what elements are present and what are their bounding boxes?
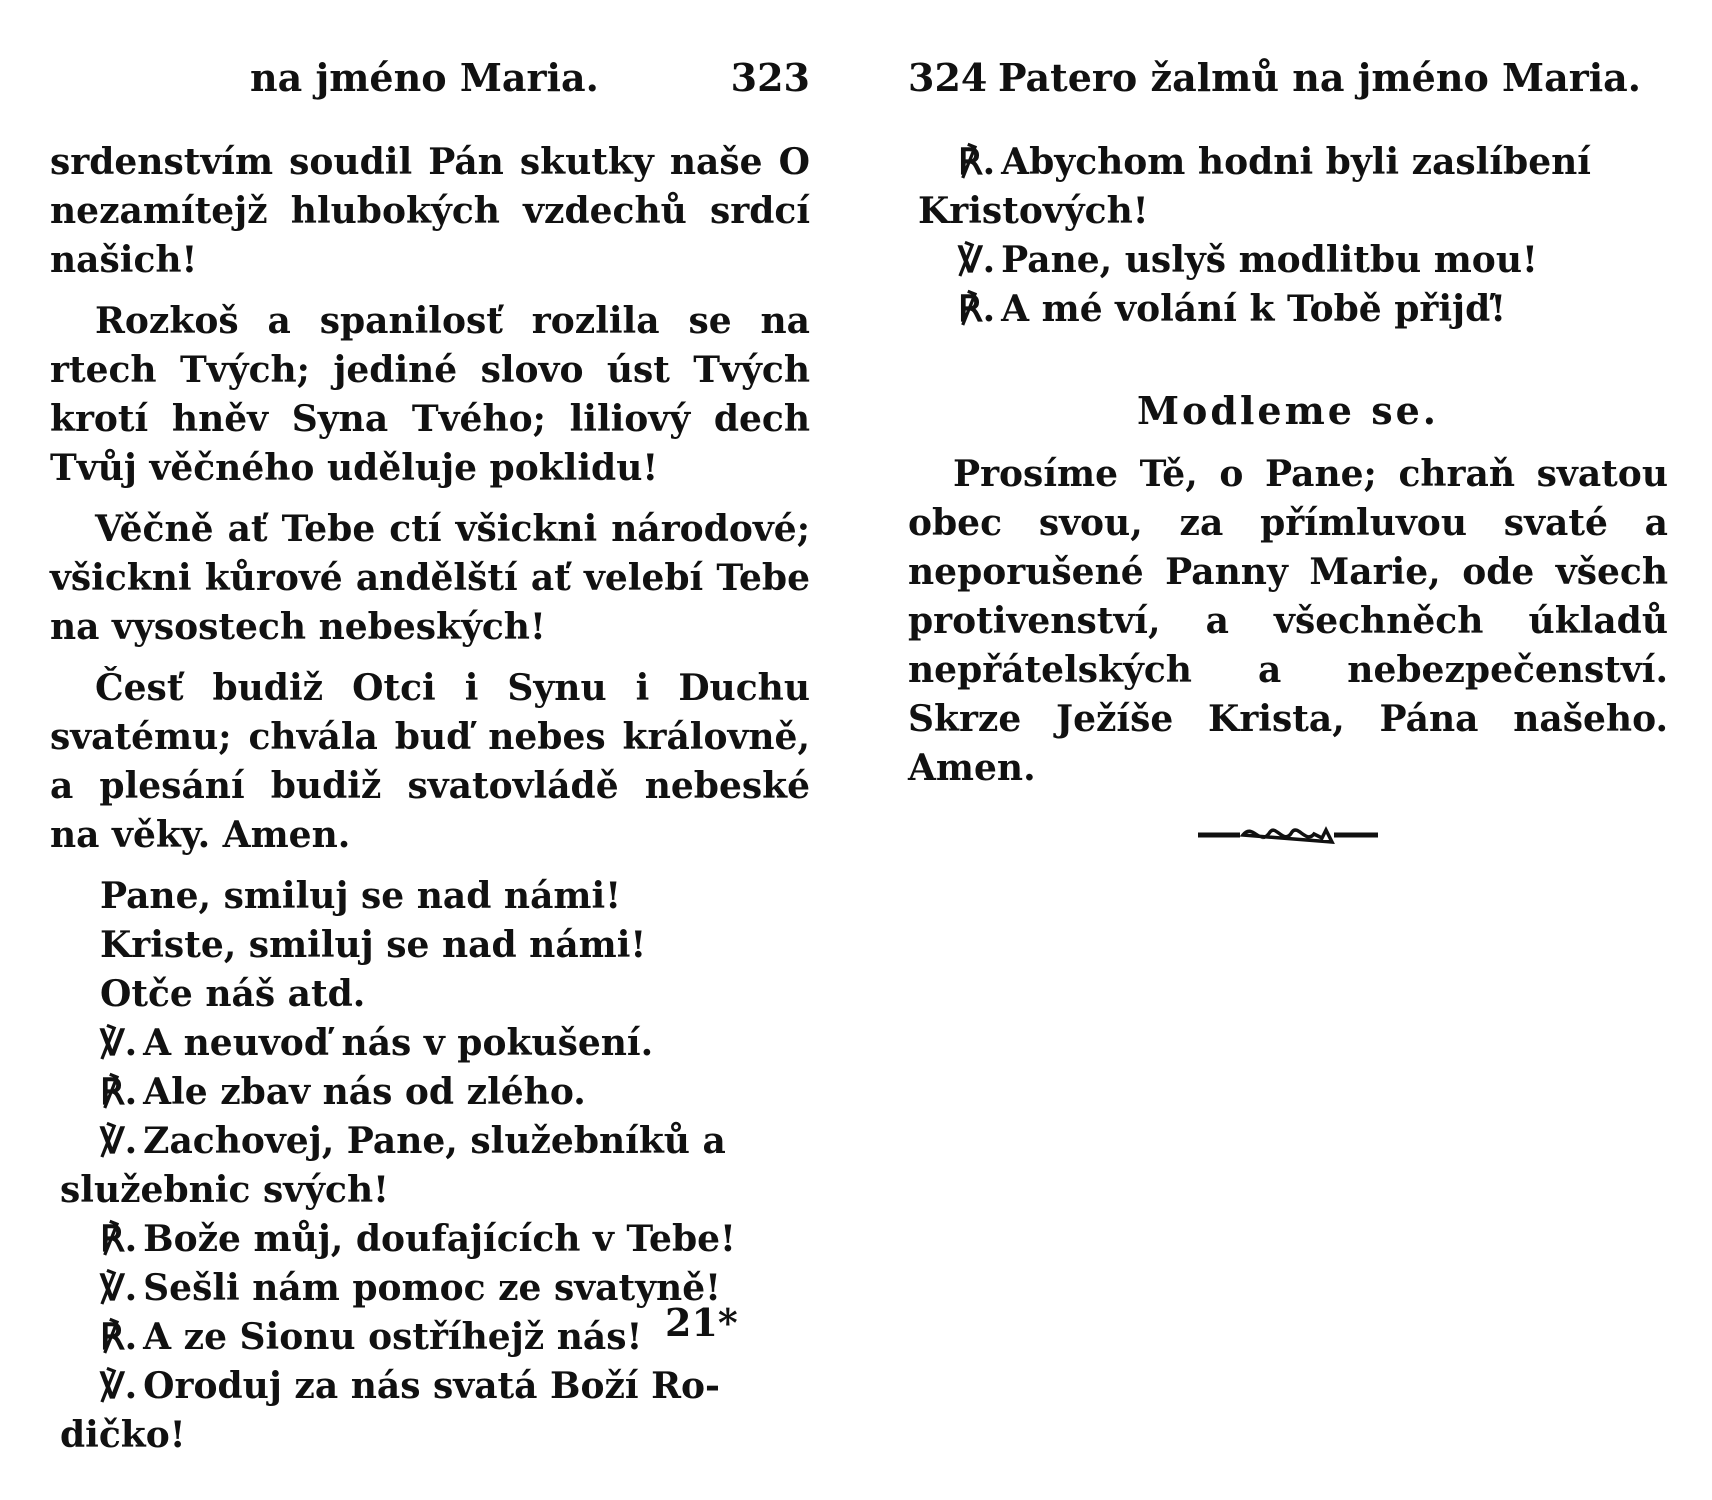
- versicle-text: Zachovej, Pane, služebníků a: [143, 1120, 726, 1162]
- versicle-line: [908, 236, 1668, 285]
- versicle-line: [50, 1019, 810, 1068]
- response-text: A mé volání k Tobě přijď!: [1001, 288, 1507, 330]
- response-line: [908, 138, 1668, 187]
- versicle-symbol: ℣.: [100, 1365, 138, 1407]
- right-page-number: 324: [908, 55, 988, 100]
- right-page-body: [908, 138, 1668, 805]
- versicle-text: služebnic svých!: [60, 1169, 389, 1211]
- response-symbol: ℟.: [958, 288, 996, 330]
- versicle-text: Pane, uslyš modlitbu mou!: [1001, 239, 1538, 281]
- left-page: [50, 0, 820, 1500]
- response-text: Bože můj, doufajících v Tebe!: [143, 1218, 736, 1260]
- left-running-title: na jméno Maria.: [250, 55, 599, 100]
- left-paragraph-1: srdenstvím soudil Pán skutky naše O nezamítejž hlubokých vzdechů srdcí našich!: [50, 141, 810, 281]
- christe-line: Kriste, smiluj se nad námi!: [100, 924, 647, 966]
- response-text: A ze Sionu ostříhejž nás!: [143, 1316, 643, 1358]
- response-symbol: ℟.: [100, 1071, 138, 1113]
- versicle-continuation: [50, 1411, 810, 1460]
- left-paragraph-4: Česť budiž Otci i Synu i Duchu svatému; chvála buď nebes královně, a plesání budiž svatovládě nebeské na věky. Amen.: [50, 667, 810, 856]
- response-text: Kristových!: [918, 190, 1149, 232]
- ornament-divider-icon: [1198, 820, 1378, 850]
- versicle-symbol: ℣.: [100, 1022, 138, 1064]
- left-paragraph-3: Věčně ať Tebe ctí všickni národové; všickni kůrové andělští ať velebí Tebe na vysostech nebeských!: [50, 508, 810, 648]
- right-page-header: [908, 48, 1678, 108]
- right-page: [908, 0, 1678, 1500]
- pater-noster-line: Otče náš atd.: [100, 973, 366, 1015]
- versicle-continuation: [50, 1166, 810, 1215]
- response-continuation: [908, 187, 1668, 236]
- response-text: Ale zbav nás od zlého.: [143, 1071, 586, 1113]
- versicle-text: Oroduj za nás svatá Boží Ro-: [143, 1365, 720, 1407]
- versicle-line: [50, 1362, 810, 1411]
- response-symbol: ℟.: [100, 1218, 138, 1260]
- versicle-text: Sešli nám pomoc ze svatyně!: [143, 1267, 721, 1309]
- response-line: [908, 285, 1668, 334]
- versicle-line: [50, 1117, 810, 1166]
- left-page-body: [50, 138, 810, 1460]
- right-running-title: Patero žalmů na jméno Maria.: [998, 55, 1642, 100]
- left-page-header: [50, 48, 820, 108]
- versicle-symbol: ℣.: [958, 239, 996, 281]
- response-symbol: ℟.: [958, 141, 996, 183]
- response-line: [50, 1215, 810, 1264]
- versicle-text: A neuvoď nás v pokušení.: [143, 1022, 654, 1064]
- prayer-heading: Modleme se.: [1136, 388, 1439, 433]
- left-paragraph-2: Rozkoš a spanilosť rozlila se na rtech Tvých; jediné slovo úst Tvých krotí hněv Syna Tvého; liliový dech Tvůj věčného uděluje poklidu!: [50, 300, 810, 489]
- left-page-number: 323: [730, 55, 810, 100]
- response-line: [50, 1068, 810, 1117]
- kyrie-line: Pane, smiluj se nad námi!: [100, 875, 621, 917]
- versicle-text: dičko!: [60, 1414, 186, 1456]
- versicle-symbol: ℣.: [100, 1120, 138, 1162]
- versicle-symbol: ℣.: [100, 1267, 138, 1309]
- signature-mark: 21*: [665, 1300, 738, 1345]
- response-symbol: ℟.: [100, 1316, 138, 1358]
- response-text: Abychom hodni byli zaslíbení: [1001, 141, 1591, 183]
- prayer-paragraph: Prosíme Tě, o Pane; chraň svatou obec svou, za přímluvou svaté a neporušené Panny Marie, ode všech protivenství, a všechněch úkladů nepřátelských a nebezpečenství. Skrze Ježíše Krista, Pána našeho. Amen.: [908, 453, 1668, 789]
